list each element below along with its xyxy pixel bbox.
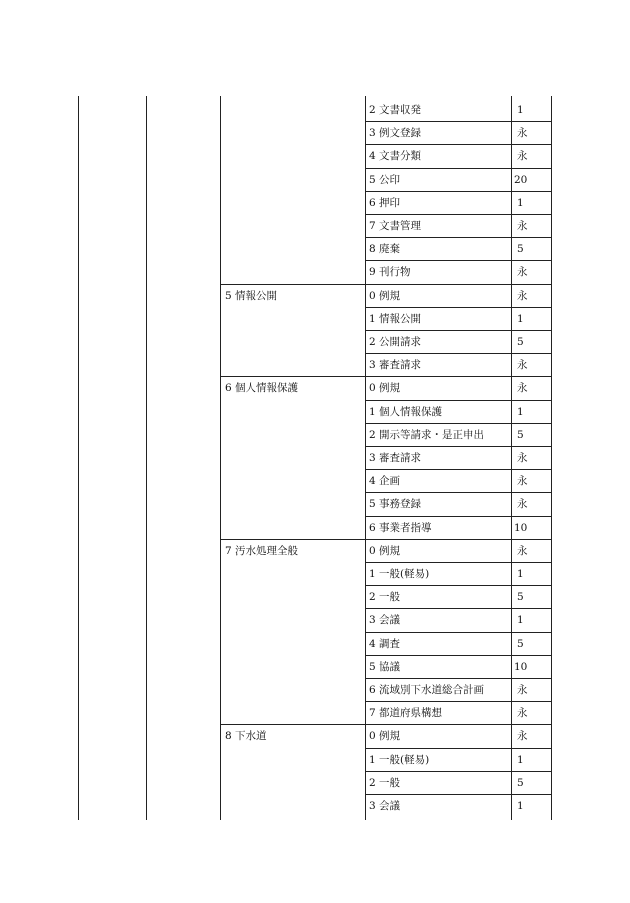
group-divider: [220, 724, 551, 725]
item-cell: 5 事務登録: [369, 498, 422, 511]
retention-period-cell: 永: [517, 150, 528, 163]
group-name: 5 情報公開: [225, 289, 278, 302]
row-divider: [365, 260, 551, 261]
row-divider: [365, 562, 551, 563]
row-divider: [365, 492, 551, 493]
retention-period-cell: 永: [517, 359, 528, 372]
item-cell: 2 開示等請求・是正申出: [369, 428, 485, 441]
retention-period-cell: 5: [517, 591, 524, 604]
row-divider: [365, 678, 551, 679]
row-divider: [365, 771, 551, 772]
row-divider: [365, 585, 551, 586]
retention-period-cell: 1: [517, 104, 524, 116]
group-name: 6 個人情報保護: [225, 382, 299, 395]
retention-period-cell: 1: [517, 196, 524, 209]
row-divider: [365, 121, 551, 122]
item-cell: 6 流域別下水道総合計画: [369, 684, 485, 696]
item-cell: 3 例文登録: [369, 127, 422, 140]
retention-period-cell: 1: [517, 753, 524, 766]
column-border: [511, 96, 512, 820]
row-divider: [365, 168, 551, 169]
retention-period-cell: 永: [517, 475, 528, 488]
row-divider: [365, 701, 551, 702]
retention-period-cell: 永: [517, 707, 528, 720]
row-divider: [365, 191, 551, 192]
item-cell: 5 公印: [369, 173, 401, 186]
item-cell: 1 個人情報保護: [369, 405, 443, 418]
row-divider: [365, 516, 551, 517]
retention-period-cell: 1: [517, 614, 524, 627]
item-cell: 6 押印: [369, 196, 401, 209]
retention-period-cell: 永: [517, 289, 528, 302]
retention-period-cell: 永: [517, 684, 528, 696]
row-divider: [365, 214, 551, 215]
item-cell: 0 例規: [369, 544, 401, 557]
item-cell: 1 情報公開: [369, 312, 422, 325]
column-border: [551, 96, 552, 820]
item-cell: 4 企画: [369, 475, 401, 488]
item-cell: 2 一般: [369, 591, 401, 604]
retention-period-cell: 永: [517, 498, 528, 511]
retention-period-cell: 永: [517, 127, 528, 140]
item-cell: 9 刊行物: [369, 266, 411, 279]
row-divider: [365, 330, 551, 331]
retention-period-cell: 1: [517, 800, 524, 812]
row-divider: [365, 237, 551, 238]
row-divider: [365, 144, 551, 145]
retention-period-cell: 永: [517, 730, 528, 743]
item-cell: 1 一般(軽易): [369, 568, 430, 580]
retention-period-cell: 5: [517, 428, 524, 441]
retention-period-cell: 永: [517, 452, 528, 464]
column-border: [78, 96, 79, 820]
row-divider: [365, 748, 551, 749]
retention-period-cell: 5: [517, 243, 524, 256]
item-cell: 7 文書管理: [369, 220, 422, 232]
retention-period-cell: 5: [517, 637, 524, 650]
item-cell: 8 廃棄: [369, 243, 401, 256]
retention-period-cell: 1: [517, 568, 524, 580]
row-divider: [365, 446, 551, 447]
item-cell: 3 審査請求: [369, 452, 422, 464]
item-cell: 4 文書分類: [369, 150, 422, 163]
item-cell: 3 会議: [369, 800, 401, 812]
column-border: [365, 96, 366, 820]
retention-period-cell: 10: [514, 660, 528, 673]
row-divider: [365, 794, 551, 795]
retention-period-cell: 5: [517, 776, 524, 789]
row-divider: [365, 400, 551, 401]
row-divider: [365, 655, 551, 656]
item-cell: 1 一般(軽易): [369, 753, 430, 766]
retention-period-cell: 20: [514, 173, 528, 186]
retention-period-cell: 10: [514, 521, 528, 534]
item-cell: 2 文書収発: [369, 104, 422, 116]
retention-period-cell: 5: [517, 336, 524, 348]
item-cell: 3 会議: [369, 614, 401, 627]
retention-period-cell: 永: [517, 544, 528, 557]
item-cell: 0 例規: [369, 289, 401, 302]
item-cell: 0 例規: [369, 730, 401, 743]
group-divider: [220, 284, 551, 285]
retention-period-cell: 永: [517, 266, 528, 279]
retention-period-cell: 1: [517, 312, 524, 325]
row-divider: [365, 632, 551, 633]
item-cell: 5 協議: [369, 660, 401, 673]
group-name: 8 下水道: [225, 730, 267, 743]
group-divider: [220, 376, 551, 377]
row-divider: [365, 353, 551, 354]
row-divider: [365, 608, 551, 609]
item-cell: 3 審査請求: [369, 359, 422, 372]
row-divider: [365, 423, 551, 424]
item-cell: 0 例規: [369, 382, 401, 395]
retention-period-cell: 永: [517, 220, 528, 232]
column-border: [220, 96, 221, 820]
item-cell: 7 都道府県構想: [369, 707, 443, 720]
item-cell: 2 一般: [369, 776, 401, 789]
group-divider: [220, 539, 551, 540]
retention-period-cell: 永: [517, 382, 528, 395]
column-border: [146, 96, 147, 820]
item-cell: 2 公開請求: [369, 336, 422, 348]
item-cell: 4 調査: [369, 637, 401, 650]
row-divider: [365, 469, 551, 470]
group-name: 7 汚水処理全般: [225, 544, 299, 557]
item-cell: 6 事業者指導: [369, 521, 432, 534]
retention-period-cell: 1: [517, 405, 524, 418]
row-divider: [365, 307, 551, 308]
